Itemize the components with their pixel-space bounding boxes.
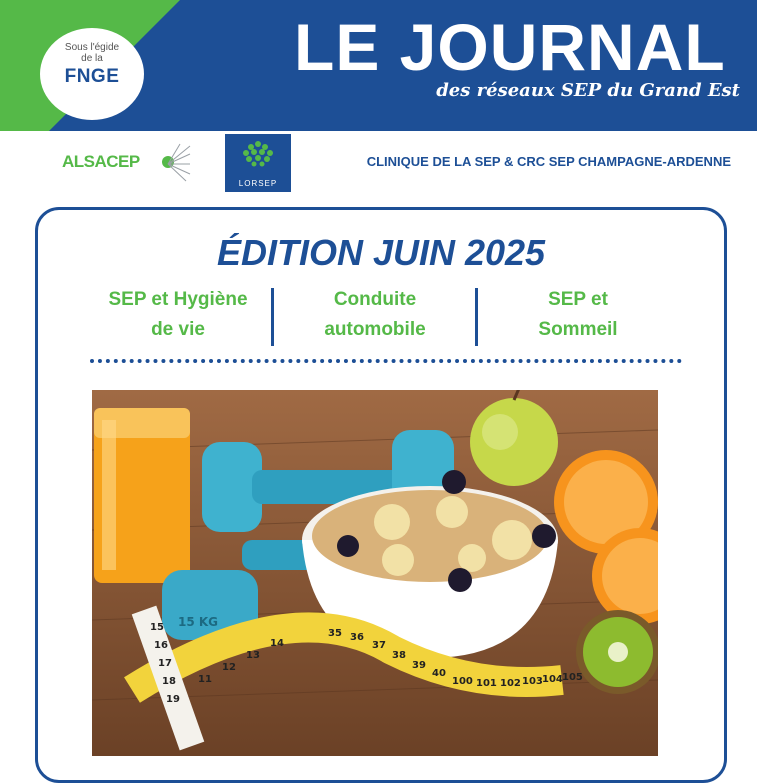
fnge-logo: FNGE (64, 66, 120, 87)
topic-sommeil-line2: Sommeil (538, 319, 618, 340)
tape-number: 39 (412, 660, 426, 671)
alsacep-logo[interactable] (62, 140, 192, 196)
tape-number: 16 (154, 640, 168, 651)
journal-title: LE JOURNAL (294, 10, 726, 84)
dotted-separator (90, 359, 682, 363)
topic-hygiene-line2: de vie (151, 319, 205, 340)
tape-number: 104 (542, 674, 563, 685)
edition-title: ÉDITION JUIN 2025 (216, 232, 546, 273)
tape-number: 19 (166, 694, 180, 705)
tape-number: 12 (222, 662, 236, 673)
alsacep-neuron-icon (166, 142, 192, 182)
juice-glass (94, 408, 190, 583)
alsacep-wordmark: ALSACEP (62, 152, 140, 171)
tape-number: 103 (522, 676, 543, 687)
tape-number: 102 (500, 678, 521, 689)
tape-number: 14 (270, 638, 284, 649)
photo-illustration (92, 390, 658, 756)
topic-divider (271, 288, 274, 346)
topic-conduite[interactable] (280, 285, 470, 345)
header-banner (0, 0, 757, 131)
topics-row (83, 285, 683, 349)
tape-number: 15 (150, 622, 164, 633)
tape-number: 18 (162, 676, 176, 687)
lorsep-tree-icon (238, 139, 278, 171)
kiwi (576, 610, 658, 694)
topic-hygiene-line1: SEP et Hygiène (108, 289, 248, 310)
tape-number: 17 (158, 658, 172, 669)
tape-number: 13 (246, 650, 260, 661)
dumbbell-label: 15 KG (178, 615, 219, 629)
tape-number: 37 (372, 640, 386, 651)
tape-number: 38 (392, 650, 406, 661)
tape-number: 105 (562, 672, 583, 683)
tape-number: 101 (476, 678, 497, 689)
badge-line1: Sous l'égide (64, 42, 120, 53)
tape-number: 11 (198, 674, 212, 685)
clinique-label[interactable]: CLINIQUE DE LA SEP & CRC SEP CHAMPAGNE-ARDENNE (366, 154, 731, 169)
edition-panel (35, 207, 727, 783)
tape-number: 36 (350, 632, 364, 643)
tape-number: 40 (432, 668, 446, 679)
badge-line2: de la (81, 53, 103, 64)
fnge-badge[interactable] (40, 28, 144, 120)
topic-conduite-line1: Conduite (333, 289, 417, 310)
topic-divider (475, 288, 478, 346)
topic-conduite-line2: automobile (324, 319, 426, 340)
healthy-breakfast-photo (92, 390, 658, 756)
topic-sommeil-line1: SEP et (548, 289, 608, 310)
lorsep-wordmark: LORSEP (238, 179, 278, 188)
topic-hygiene[interactable] (83, 285, 273, 345)
topic-sommeil[interactable] (483, 285, 673, 345)
journal-subtitle: des réseaux SEP du Grand Est (436, 80, 740, 101)
tape-number: 35 (328, 628, 342, 639)
tape-number: 100 (452, 676, 473, 687)
lorsep-logo[interactable] (225, 134, 291, 192)
